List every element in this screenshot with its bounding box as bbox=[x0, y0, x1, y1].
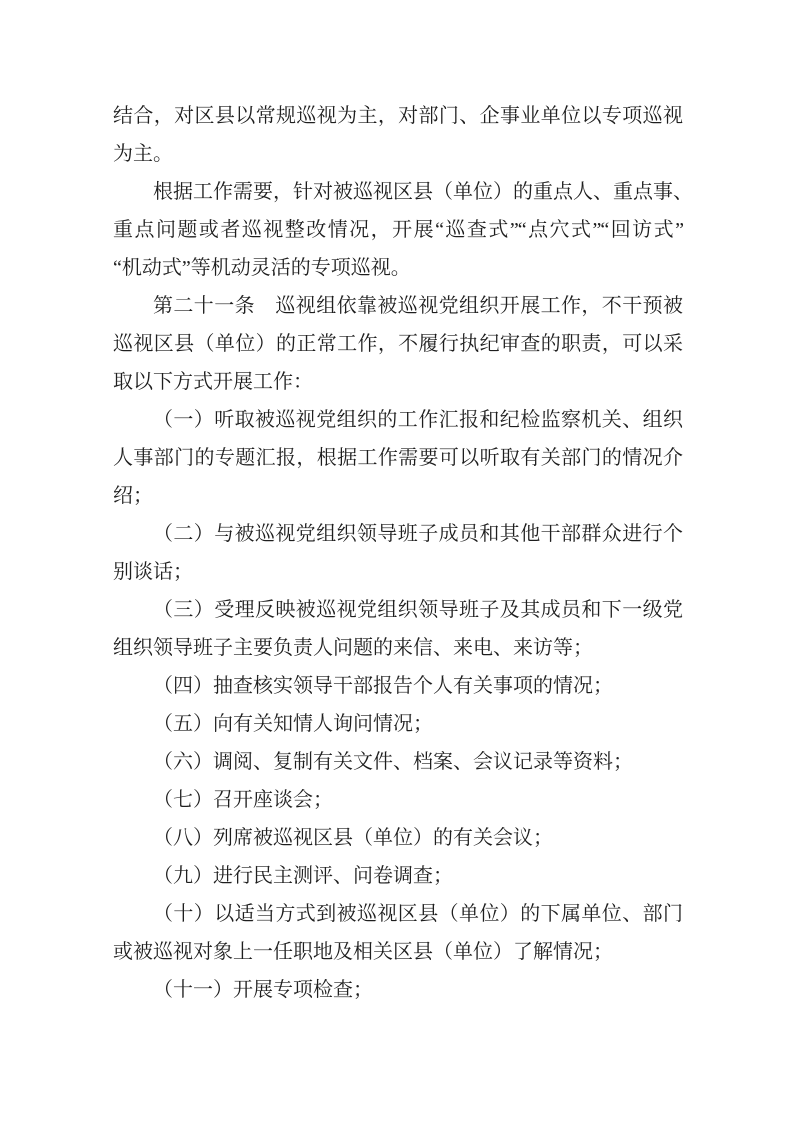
document-line-item-4: （四）抽查核实领导干部报告个人有关事项的情况； bbox=[153, 675, 613, 697]
document-line-item-6: （六）调阅、复制有关文件、档案、会议记录等资料； bbox=[153, 751, 633, 773]
document-line-item-8: （八）列席被巡视区县（单位）的有关会议； bbox=[153, 827, 553, 849]
document-line-item-2: （二）与被巡视党组织领导班子成员和其他干部群众进行个 bbox=[153, 523, 683, 545]
document-line-item-3: （三）受理反映被巡视党组织领导班子及其成员和下一级党 bbox=[153, 599, 683, 621]
document-line: 绍； bbox=[113, 485, 153, 507]
document-line: 别谈话； bbox=[113, 561, 193, 583]
document-line-item-9: （九）进行民主测评、问卷调查； bbox=[153, 865, 453, 887]
document-line: 重点问题或者巡视整改情况，开展“巡查式”“点穴式”“回访式” bbox=[113, 219, 683, 241]
document-line: “机动式”等机动灵活的专项巡视。 bbox=[113, 257, 411, 279]
document-line: 巡视区县（单位）的正常工作，不履行执纪审查的职责，可以采 bbox=[113, 333, 683, 355]
document-line: 取以下方式开展工作： bbox=[113, 371, 313, 393]
document-line-item-7: （七）召开座谈会； bbox=[153, 789, 333, 811]
document-line: 结合，对区县以常规巡视为主，对部门、企事业单位以专项巡视 bbox=[113, 105, 683, 127]
document-line-item-1: （一）听取被巡视党组织的工作汇报和纪检监察机关、组织 bbox=[153, 409, 683, 431]
document-line: 组织领导班子主要负责人问题的来信、来电、来访等； bbox=[113, 637, 593, 659]
document-line-article-21: 第二十一条 巡视组依靠被巡视党组织开展工作，不干预被 bbox=[153, 295, 683, 317]
document-line: 人事部门的专题汇报，根据工作需要可以听取有关部门的情况介 bbox=[113, 447, 683, 469]
document-line-item-11: （十一）开展专项检查； bbox=[153, 979, 373, 1001]
document-text-block bbox=[113, 97, 693, 1009]
document-line-item-10: （十）以适当方式到被巡视区县（单位）的下属单位、部门 bbox=[153, 903, 683, 925]
document-line-item-5: （五）向有关知情人询问情况； bbox=[153, 713, 433, 735]
document-line: 或被巡视对象上一任职地及相关区县（单位）了解情况； bbox=[113, 941, 613, 963]
document-line: 为主。 bbox=[113, 143, 173, 165]
document-line: 根据工作需要，针对被巡视区县（单位）的重点人、重点事、 bbox=[153, 181, 693, 203]
